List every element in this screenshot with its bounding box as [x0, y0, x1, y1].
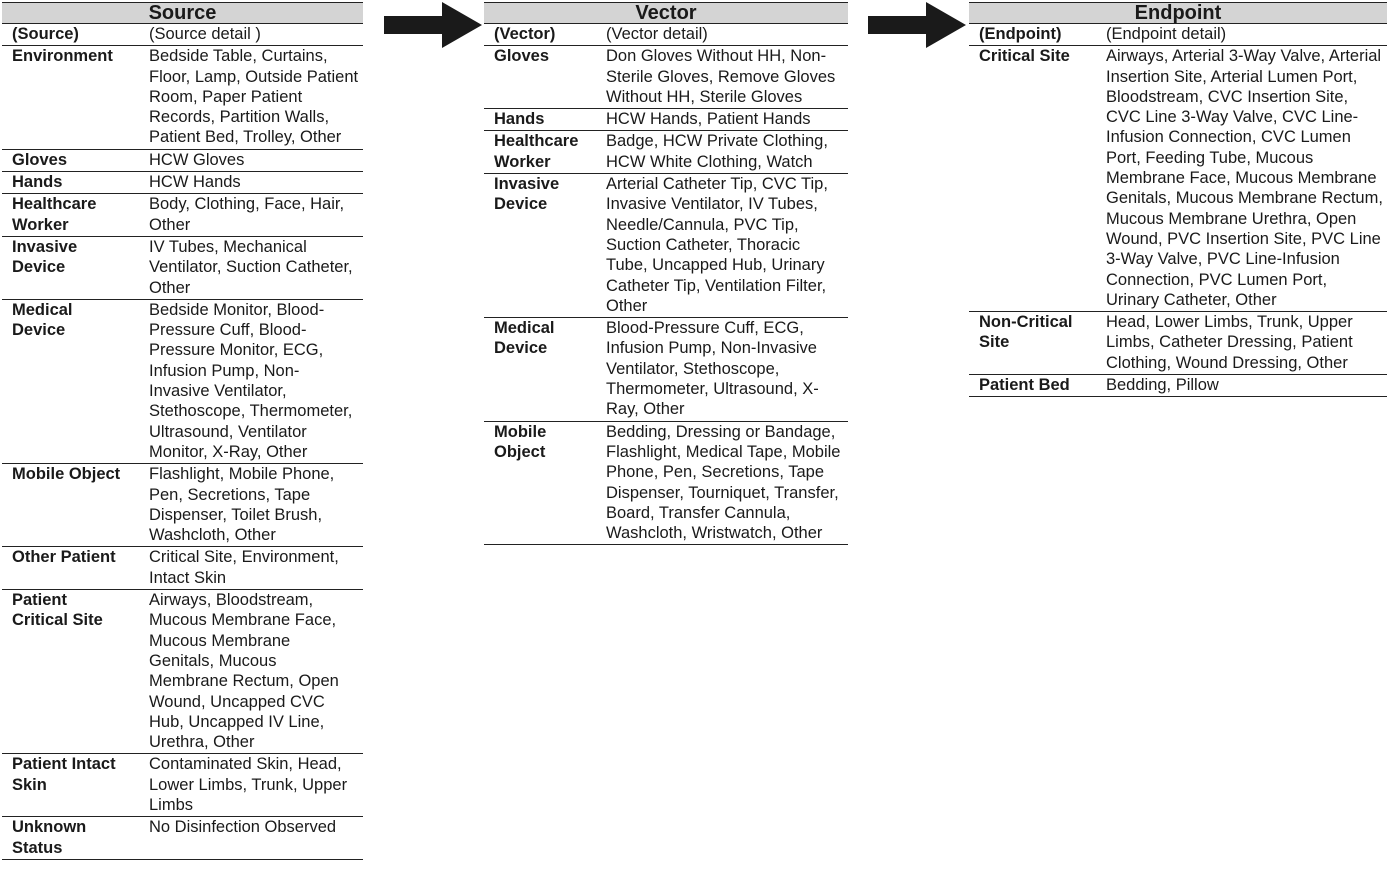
source-row-category: Unknown Status [12, 818, 87, 857]
source-row-detail: Critical Site, Environment, Intact Skin [149, 548, 339, 587]
endpoint-subheader-detail: (Endpoint detail) [1106, 25, 1227, 43]
vector-row-category: Medical Device [494, 319, 555, 358]
source-row-detail: Flashlight, Mobile Phone, Pen, Secretions, Tape Dispenser, Toilet Brush, Washcloth, Other [149, 465, 335, 545]
vector-row-detail: Don Gloves Without HH, Non-Sterile Gloves, Remove Gloves Without HH, Sterile Gloves [606, 47, 836, 106]
vector-header: Vector [484, 2, 848, 24]
source-table-row [2, 547, 363, 590]
source-table-row [2, 172, 363, 194]
endpoint-row-category: Patient Bed [979, 376, 1070, 395]
source-column [2, 2, 363, 860]
vector-row-category: Healthcare Worker [494, 132, 579, 171]
source-table-row [2, 754, 363, 817]
endpoint-table-row [969, 375, 1387, 397]
source-subheader-detail: (Source detail ) [149, 25, 261, 43]
source-row-detail: Bedside Table, Curtains, Floor, Lamp, Outside Patient Room, Paper Patient Records, Partition Walls, Patient Bed, Trolley, Other [149, 47, 359, 147]
source-row-detail: HCW Gloves [149, 150, 245, 169]
vector-rows [484, 46, 848, 545]
arrow-right-icon [384, 2, 482, 48]
endpoint-row-category: Critical Site [979, 47, 1070, 66]
vector-table-row [484, 174, 848, 318]
source-row-category: Environment [12, 47, 113, 66]
source-row-category: Mobile Object [12, 465, 121, 484]
vector-row-detail: Blood-Pressure Cuff, ECG, Infusion Pump, Non-Invasive Ventilator, Stethoscope, Thermometer, Ultrasound, X-Ray, Other [606, 319, 819, 419]
source-table-row [2, 237, 363, 300]
source-row-category: Hands [12, 173, 63, 192]
source-row-detail: Bedside Monitor, Blood-Pressure Cuff, Blood-Pressure Monitor, ECG, Infusion Pump, Non-Invasive Ventilator, Stethoscope, Thermometer, Ultrasound, Ventilator Monitor, X-Ray, Other [149, 300, 353, 461]
endpoint-row-category: Non-Critical Site [979, 313, 1073, 352]
vector-subheader-category: (Vector) [494, 25, 556, 43]
source-table-row [2, 150, 363, 172]
vector-subheader-detail: (Vector detail) [606, 25, 708, 43]
vector-table-row [484, 109, 848, 131]
source-row-category: Invasive Device [12, 237, 78, 277]
vector-row-detail: HCW Hands, Patient Hands [606, 110, 811, 129]
source-rows [2, 46, 363, 860]
source-table-row [2, 464, 363, 547]
source-row-detail: IV Tubes, Mechanical Ventilator, Suction Catheter, Other [149, 237, 353, 297]
source-row-category: Patient Critical Site [12, 591, 103, 630]
source-header: Source [2, 2, 363, 24]
source-row-category: Healthcare Worker [12, 195, 97, 234]
vector-row-detail: Badge, HCW Private Clothing, HCW White Clothing, Watch [606, 132, 828, 171]
source-row-category: Medical Device [12, 300, 73, 340]
vector-table-row [484, 422, 848, 546]
source-table-row [2, 817, 363, 860]
source-row-detail: Airways, Bloodstream, Mucous Membrane Face, Mucous Membrane Genitals, Mucous Membrane Rectum, Open Wound, Uncapped CVC Hub, Uncapped IV Line, Urethra, Other [149, 591, 339, 752]
vector-subheader-row [484, 24, 848, 46]
vector-row-category: Hands [494, 110, 545, 129]
source-table-row [2, 300, 363, 464]
source-row-category: Other Patient [12, 548, 116, 567]
endpoint-row-detail: Head, Lower Limbs, Trunk, Upper Limbs, Catheter Dressing, Patient Clothing, Wound Dressing, Other [1106, 313, 1353, 372]
endpoint-subheader-category: (Endpoint) [979, 25, 1062, 43]
source-table-row [2, 590, 363, 754]
source-row-detail: Contaminated Skin, Head, Lower Limbs, Trunk, Upper Limbs [149, 755, 348, 814]
source-subheader-category: (Source) [12, 25, 79, 43]
vector-row-category: Gloves [494, 47, 550, 66]
vector-row-category: Invasive Device [494, 175, 560, 214]
vector-row-category: Mobile Object [494, 422, 547, 461]
source-subheader-row [2, 24, 363, 46]
vector-table-row [484, 318, 848, 421]
endpoint-rows [969, 46, 1387, 397]
source-table-row [2, 46, 363, 149]
vector-table-row [484, 131, 848, 174]
endpoint-column [969, 2, 1387, 397]
vector-row-detail: Bedding, Dressing or Bandage, Flashlight, Medical Tape, Mobile Phone, Pen, Secretions, Tape Dispenser, Tourniquet, Transfer, Board, Transfer Cannula, Washcloth, Wristwatch, Other [606, 422, 841, 543]
endpoint-row-detail: Bedding, Pillow [1106, 376, 1219, 395]
endpoint-table-row [969, 312, 1387, 375]
endpoint-table-row [969, 46, 1387, 312]
endpoint-header: Endpoint [969, 2, 1387, 24]
vector-column [484, 2, 848, 545]
source-row-detail: No Disinfection Observed [149, 818, 337, 837]
source-row-detail: HCW Hands [149, 173, 241, 192]
source-table-row [2, 194, 363, 237]
source-row-detail: Body, Clothing, Face, Hair, Other [149, 195, 345, 234]
source-row-category: Patient Intact Skin [12, 755, 116, 794]
endpoint-row-detail: Airways, Arterial 3-Way Valve, Arterial Insertion Site, Arterial Lumen Port, Bloodstream, CVC Insertion Site, CVC Line 3-Way Valve, CVC Line-Infusion Connection, CVC Lumen Port, Feeding Tube, Mucous Membrane Face, Mucous Membrane Genitals, Mucous Membrane Rectum, Mucous Membrane Urethra, Open Wound, PVC Insertion Site, PVC Line 3-Way Valve, PVC Line-Infusion Connection, PVC Lumen Port, Urinary Catheter, Other [1106, 47, 1383, 309]
source-row-category: Gloves [12, 150, 68, 169]
vector-table-row [484, 46, 848, 109]
arrow-right-icon [868, 2, 966, 48]
vector-row-detail: Arterial Catheter Tip, CVC Tip, Invasive Ventilator, IV Tubes, Needle/Cannula, PVC Tip, Suction Catheter, Thoracic Tube, Uncapped Hub, Urinary Catheter Tip, Ventilation Filter, Other [606, 175, 828, 315]
endpoint-subheader-row [969, 24, 1387, 46]
